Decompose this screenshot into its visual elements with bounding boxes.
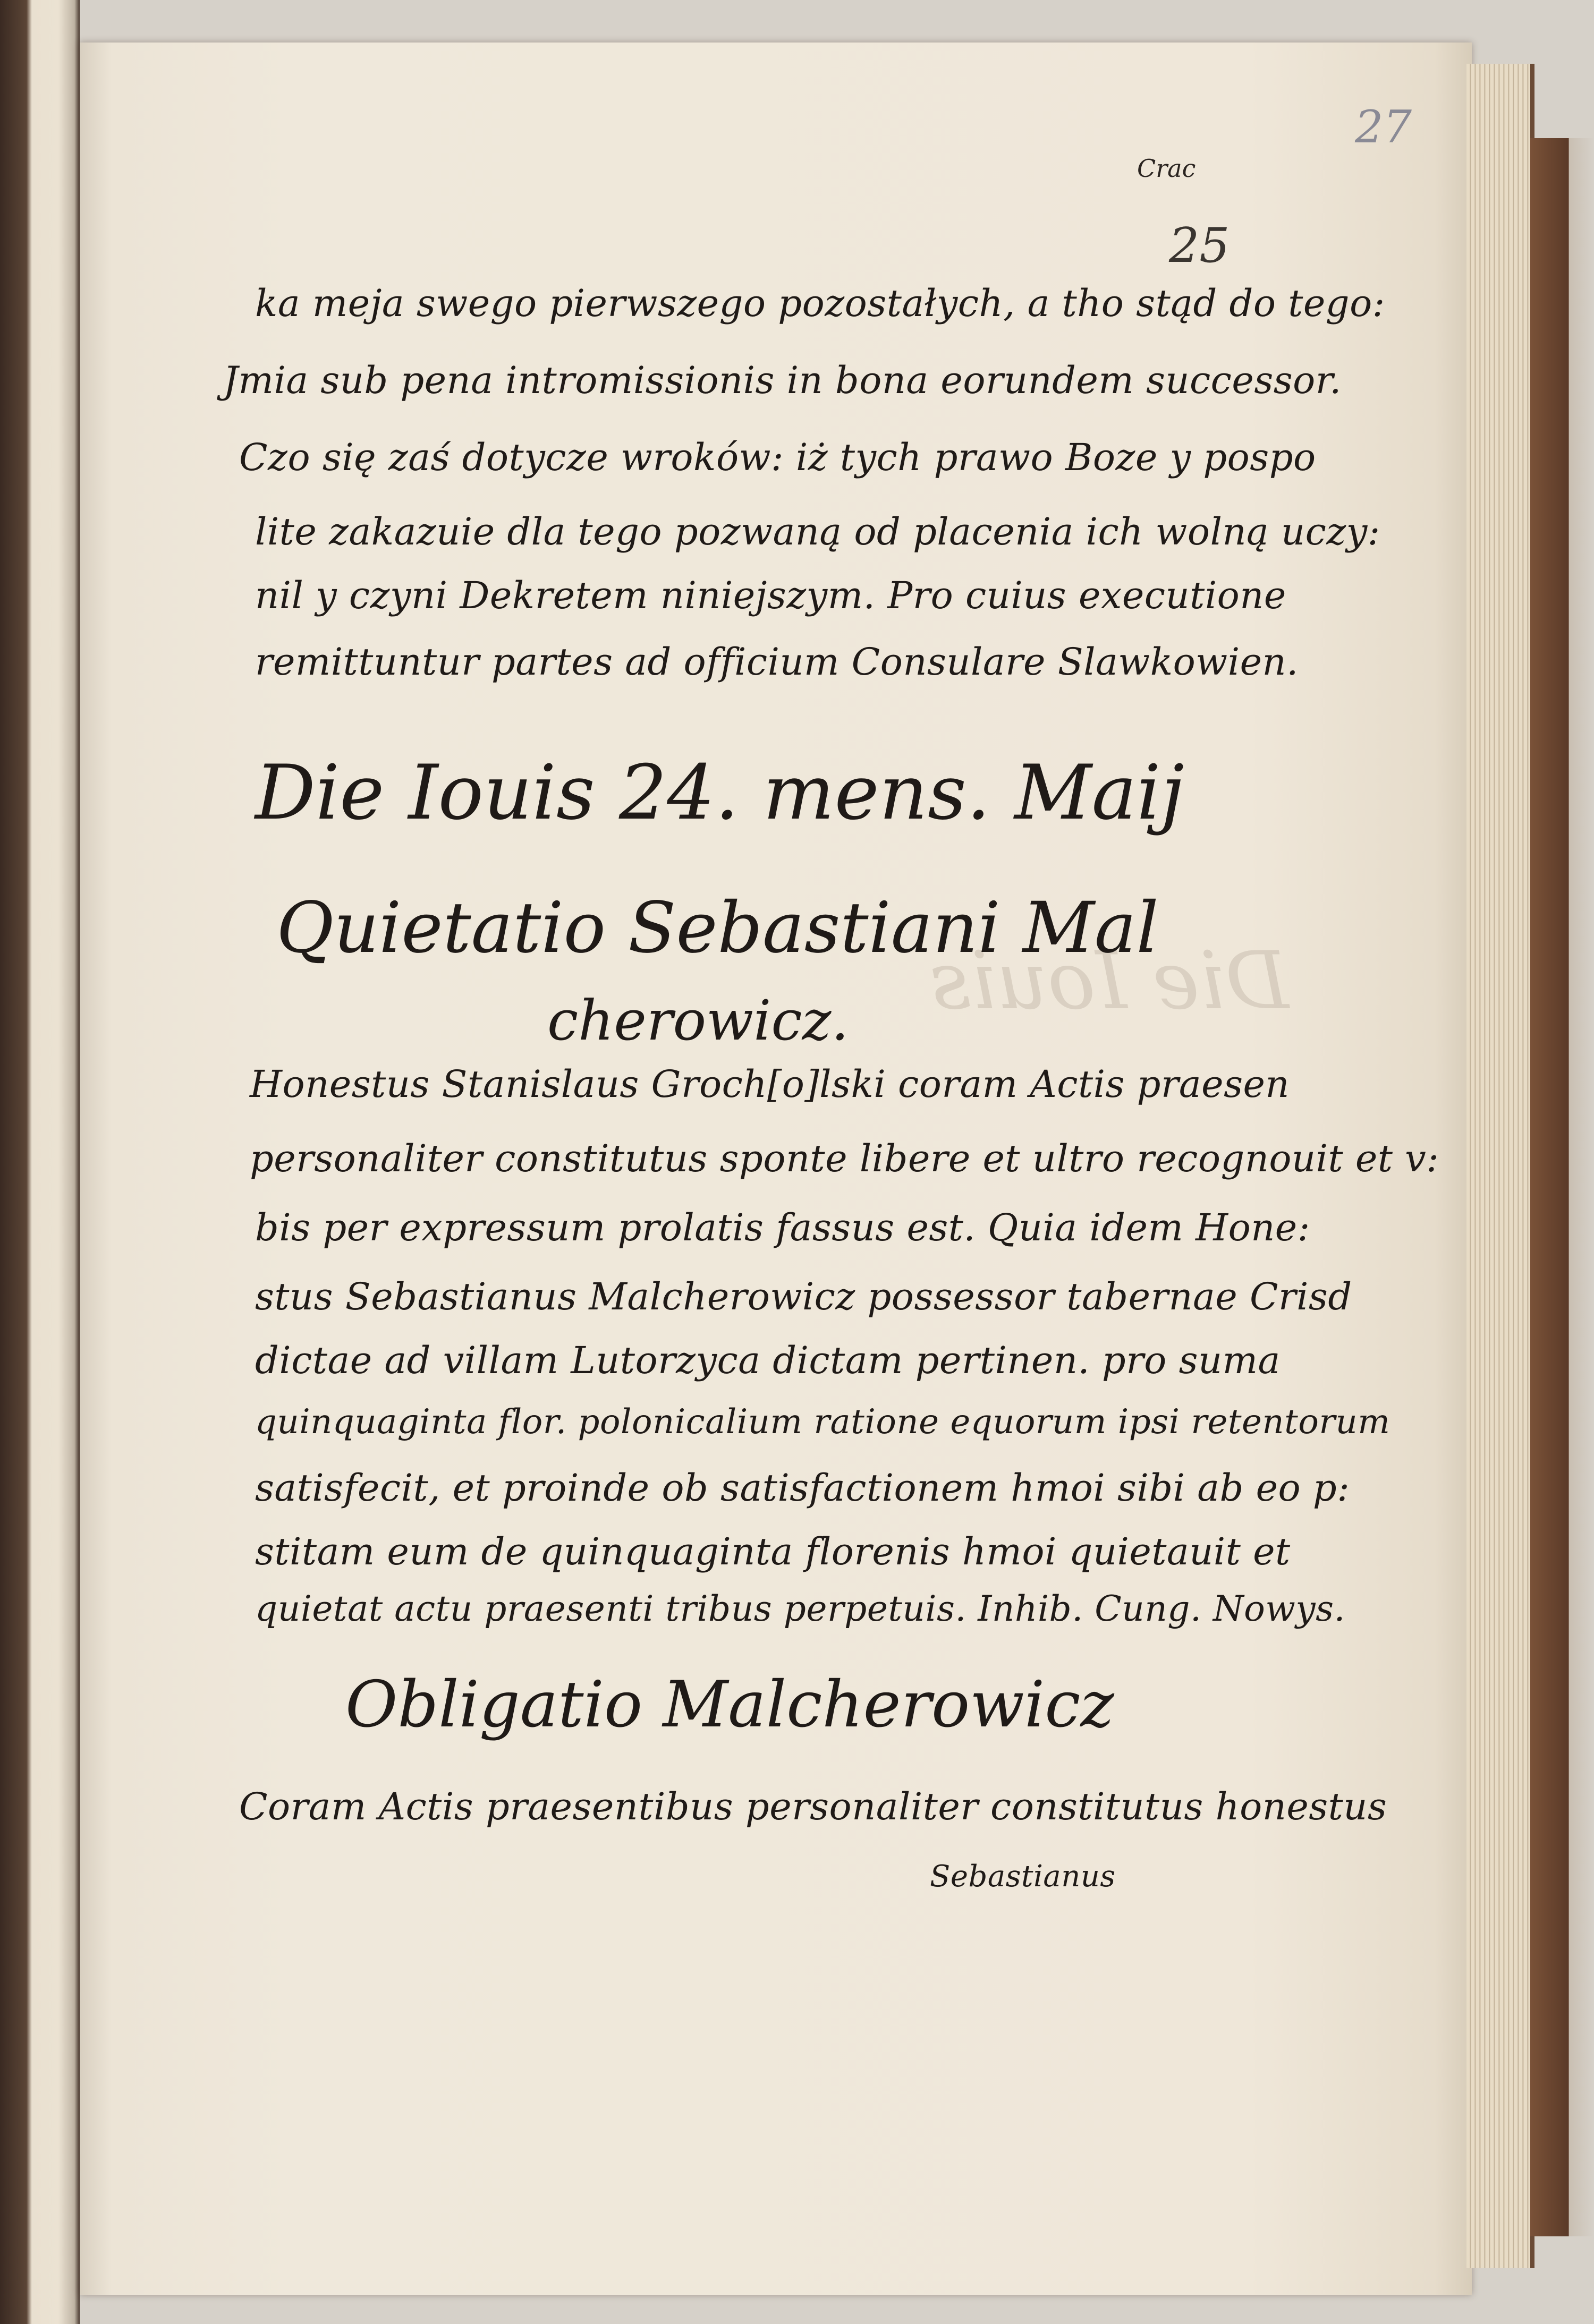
text-line: bis per expressum prolatis fassus est. Quia idem Hone: — [255, 1206, 1310, 1249]
date-heading: Die Iouis 24. mens. Maij — [255, 749, 1184, 837]
folio-pencil-number: 27 — [1355, 101, 1412, 153]
text-line: remittuntur partes ad officium Consulare Slawkowien. — [255, 640, 1299, 684]
text-line: Honestus Stanislaus Groch[o]lski coram Actis praesen — [250, 1062, 1290, 1106]
book-binding — [1530, 138, 1594, 2236]
manuscript-page — [80, 42, 1472, 2295]
text-line: ka meja swego pierwszego pozostałych, a tho stąd do tego: — [255, 282, 1385, 325]
text-line: dictae ad villam Lutorzyca dictam pertinen. pro suma — [255, 1339, 1281, 1382]
text-line: lite zakazuie dla tego pozwaną od placenia ich wolną uczy: — [255, 510, 1380, 554]
text-line: Czo się zaś dotycze wroków: iż tych prawo Boze y pospo — [239, 436, 1316, 479]
text-line: quinquaginta flor. polonicalium ratione equorum ipsi retentorum — [255, 1402, 1390, 1442]
page-edges — [1466, 64, 1534, 2268]
text-line: quietat actu praesenti tribus perpetuis. Inhib. Cung. Nowys. — [255, 1588, 1346, 1629]
catchword-top: Crac — [1137, 154, 1196, 183]
text-line: stus Sebastianus Malcherowicz possessor tabernae Crisd — [255, 1275, 1352, 1318]
text-line: personaliter constitutus sponte libere et ultro recognouit et v: — [250, 1137, 1439, 1180]
folio-ink-number: 25 — [1169, 218, 1230, 274]
text-line: stitam eum de quinquaginta florenis hmoi quietauit et — [255, 1530, 1291, 1573]
entry-heading-continued: cherowicz. — [547, 988, 849, 1053]
text-line: Coram Actis praesentibus personaliter constitutus honestus — [239, 1785, 1387, 1828]
facing-page-edge — [0, 0, 80, 2324]
bleed-through-text: Die Iouis — [930, 935, 1289, 1027]
entry-heading: Obligatio Malcherowicz — [345, 1668, 1114, 1742]
text-line: Jmia sub pena intromissionis in bona eorundem successor. — [223, 359, 1342, 402]
text-line: satisfecit, et proinde ob satisfactionem hmoi sibi ab eo p: — [255, 1466, 1350, 1510]
catchword: Sebastianus — [930, 1859, 1116, 1894]
entry-heading: Quietatio Sebastiani Mal — [276, 887, 1159, 969]
text-line: nil y czyni Dekretem niniejszym. Pro cuius executione — [255, 574, 1286, 617]
